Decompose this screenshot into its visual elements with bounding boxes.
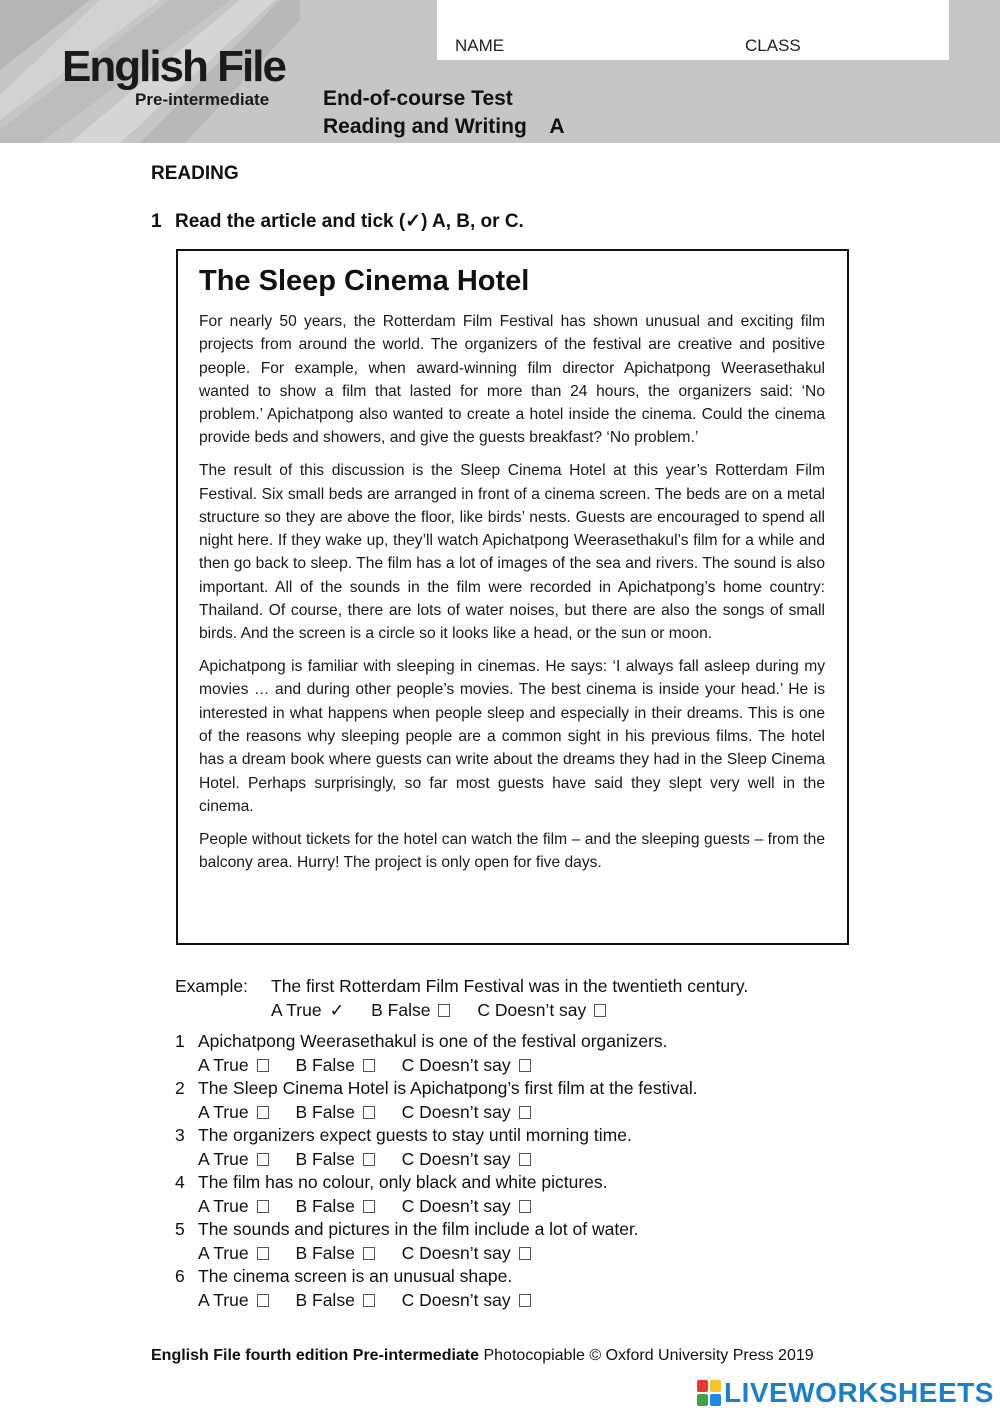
question-number: 6 [175, 1266, 185, 1286]
question-item [175, 1265, 698, 1312]
option-label: B False [295, 1195, 355, 1216]
example-label: Example: [175, 976, 248, 996]
section-title: READING [151, 163, 239, 184]
checkbox-a[interactable] [257, 1106, 269, 1119]
checkbox-a[interactable] [257, 1294, 269, 1307]
instruction [151, 210, 524, 233]
option-a[interactable] [198, 1054, 269, 1078]
option-label: B False [295, 1289, 355, 1310]
option-label: A True [198, 1289, 249, 1310]
test-subtitle: Reading and Writing A [323, 115, 565, 138]
article-title: The Sleep Cinema Hotel [199, 265, 530, 297]
option-label: C Doesn’t say [477, 999, 587, 1020]
name-label: NAME [455, 36, 505, 55]
liveworksheets-watermark [697, 1377, 994, 1409]
checkbox-icon [438, 1004, 450, 1017]
option-b[interactable] [295, 1289, 374, 1313]
option-label: B False [295, 1242, 355, 1263]
example-option-b [371, 999, 450, 1023]
checkbox-a[interactable] [257, 1200, 269, 1213]
checkbox-c[interactable] [519, 1059, 531, 1072]
option-label: C Doesn’t say [401, 1195, 511, 1216]
question-text: The film has no colour, only black and white pictures. [198, 1172, 608, 1192]
option-a[interactable] [198, 1101, 269, 1125]
example-option-a [271, 999, 344, 1023]
checkbox-a[interactable] [257, 1247, 269, 1260]
option-label: A True [198, 1195, 249, 1216]
test-title-block [323, 85, 565, 141]
checkbox-a[interactable] [257, 1153, 269, 1166]
option-c[interactable] [402, 1289, 531, 1313]
brand-subtitle: Pre-intermediate [135, 90, 270, 109]
class-label: CLASS [745, 36, 801, 55]
example-option-c [477, 999, 606, 1023]
question-number: 5 [175, 1219, 185, 1239]
article-paragraph: People without tickets for the hotel can watch the film – and the sleeping guests – from the balcony area. Hurry! The project is only open for five days. [199, 830, 825, 872]
option-c[interactable] [402, 1101, 531, 1125]
checkbox-b[interactable] [363, 1106, 375, 1119]
checkbox-a[interactable] [257, 1059, 269, 1072]
option-label: C Doesn’t say [401, 1054, 511, 1075]
option-b[interactable] [295, 1101, 374, 1125]
checkbox-icon [594, 1004, 606, 1017]
option-c[interactable] [402, 1242, 531, 1266]
question-text: The sounds and pictures in the film include a lot of water. [198, 1219, 639, 1239]
question-item [175, 1124, 698, 1171]
footer-edition: English File fourth edition Pre-intermediate [151, 1347, 480, 1364]
question-number: 1 [175, 1031, 185, 1051]
checkbox-c[interactable] [519, 1200, 531, 1213]
checkbox-b[interactable] [363, 1153, 375, 1166]
option-label: B False [295, 1054, 355, 1075]
option-label: A True [198, 1242, 249, 1263]
page-header [0, 0, 1000, 143]
option-a[interactable] [198, 1242, 269, 1266]
article-paragraph: Apichatpong is familiar with sleeping in cinemas. He says: ‘I always fall asleep during my movies … and during other people’s movies. The best cinema is inside your head.’ He is interested in what happens when people sleep and especially in their dreams. This is one of the reasons why sleeping people are a common sight in his previous films. The hotel has a dream book where guests can write about the dreams they had in the Sleep Cinema Hotel. Perhaps surprisingly, so far most guests have said they slept very well in the cinema. [199, 658, 825, 815]
option-a[interactable] [198, 1195, 269, 1219]
checkbox-c[interactable] [519, 1106, 531, 1119]
question-text: Apichatpong Weerasethakul is one of the festival organizers. [198, 1031, 668, 1051]
option-label: B False [295, 1101, 355, 1122]
option-label: A True [198, 1101, 249, 1122]
option-label: A True [198, 1054, 249, 1075]
example-text: The first Rotterdam Film Festival was in the twentieth century. [271, 976, 749, 996]
checkbox-c[interactable] [519, 1153, 531, 1166]
option-a[interactable] [198, 1148, 269, 1172]
article-box [176, 249, 849, 945]
question-text: The cinema screen is an unusual shape. [198, 1266, 513, 1286]
instruction-number: 1 [151, 211, 162, 232]
question-item [175, 1077, 698, 1124]
checkbox-c[interactable] [519, 1294, 531, 1307]
checkbox-b[interactable] [363, 1200, 375, 1213]
option-label: A True [271, 999, 322, 1020]
checkbox-b[interactable] [363, 1247, 375, 1260]
option-c[interactable] [402, 1195, 531, 1219]
question-text: The Sleep Cinema Hotel is Apichatpong’s first film at the festival. [198, 1078, 698, 1098]
liveworksheets-logo-icon [697, 1380, 721, 1406]
option-a[interactable] [198, 1289, 269, 1313]
option-b[interactable] [295, 1195, 374, 1219]
footer-copyright: Photocopiable © Oxford University Press 2019 [479, 1347, 814, 1364]
option-label: A True [198, 1148, 249, 1169]
article-paragraph: For nearly 50 years, the Rotterdam Film Festival has shown unusual and exciting film projects from around the world. The organizers of the festival are creative and positive people. For example, when award-winning film director Apichatpong Weerasethakul wanted to show a film that lasted for more than 24 hours, the organizers said: ‘No problem.’ Apichatpong also wanted to create a hotel inside the cinema. Could the cinema provide beds and showers, and give the guests breakfast? ‘No problem.’ [199, 313, 825, 447]
article-paragraph: The result of this discussion is the Sleep Cinema Hotel at this year’s Rotterdam Film Festival. Six small beds are arranged in front of a cinema screen. The beds are on a metal structure so they are above the floor, like birds’ nests. Guests are encouraged to spend all night here. If they wake up, they’ll watch Apichatpong Weerasethakul’s film for a while and then go back to sleep. The film has a lot of images of the sea and rivers. The sound is also important. All of the sounds in the film were recorded in Apichatpong’s home country: Thailand. Of course, there are lots of water noises, but there are also the songs of small birds. And the screen is a circle so it looks like a head, or the sun or moon. [199, 462, 825, 643]
question-item [175, 1218, 698, 1265]
checkbox-b[interactable] [363, 1059, 375, 1072]
option-label: C Doesn’t say [401, 1148, 511, 1169]
example-question [175, 975, 748, 1022]
question-text: The organizers expect guests to stay until morning time. [198, 1125, 632, 1145]
question-item [175, 1030, 698, 1077]
question-list [175, 1030, 698, 1312]
option-label: C Doesn’t say [401, 1101, 511, 1122]
instruction-text: Read the article and tick (✓) A, B, or C. [175, 211, 524, 232]
option-c[interactable] [402, 1054, 531, 1078]
option-b[interactable] [295, 1148, 374, 1172]
test-title: End-of-course Test [323, 87, 513, 110]
option-b[interactable] [295, 1054, 374, 1078]
brand-title: English File [62, 42, 285, 91]
option-label: B False [295, 1148, 355, 1169]
option-b[interactable] [295, 1242, 374, 1266]
option-label: C Doesn’t say [401, 1289, 511, 1310]
watermark-text: LIVEWORKSHEETS [724, 1377, 994, 1408]
copyright-footer [151, 1347, 814, 1365]
question-number: 2 [175, 1078, 185, 1098]
name-class-box [437, 0, 949, 60]
brand-logo [62, 42, 285, 109]
tick-icon: ✓ [329, 999, 345, 1020]
question-number: 3 [175, 1125, 185, 1145]
question-item [175, 1171, 698, 1218]
question-number: 4 [175, 1172, 185, 1192]
checkbox-b[interactable] [363, 1294, 375, 1307]
option-c[interactable] [402, 1148, 531, 1172]
checkbox-c[interactable] [519, 1247, 531, 1260]
option-label: B False [371, 999, 431, 1020]
option-label: C Doesn’t say [401, 1242, 511, 1263]
